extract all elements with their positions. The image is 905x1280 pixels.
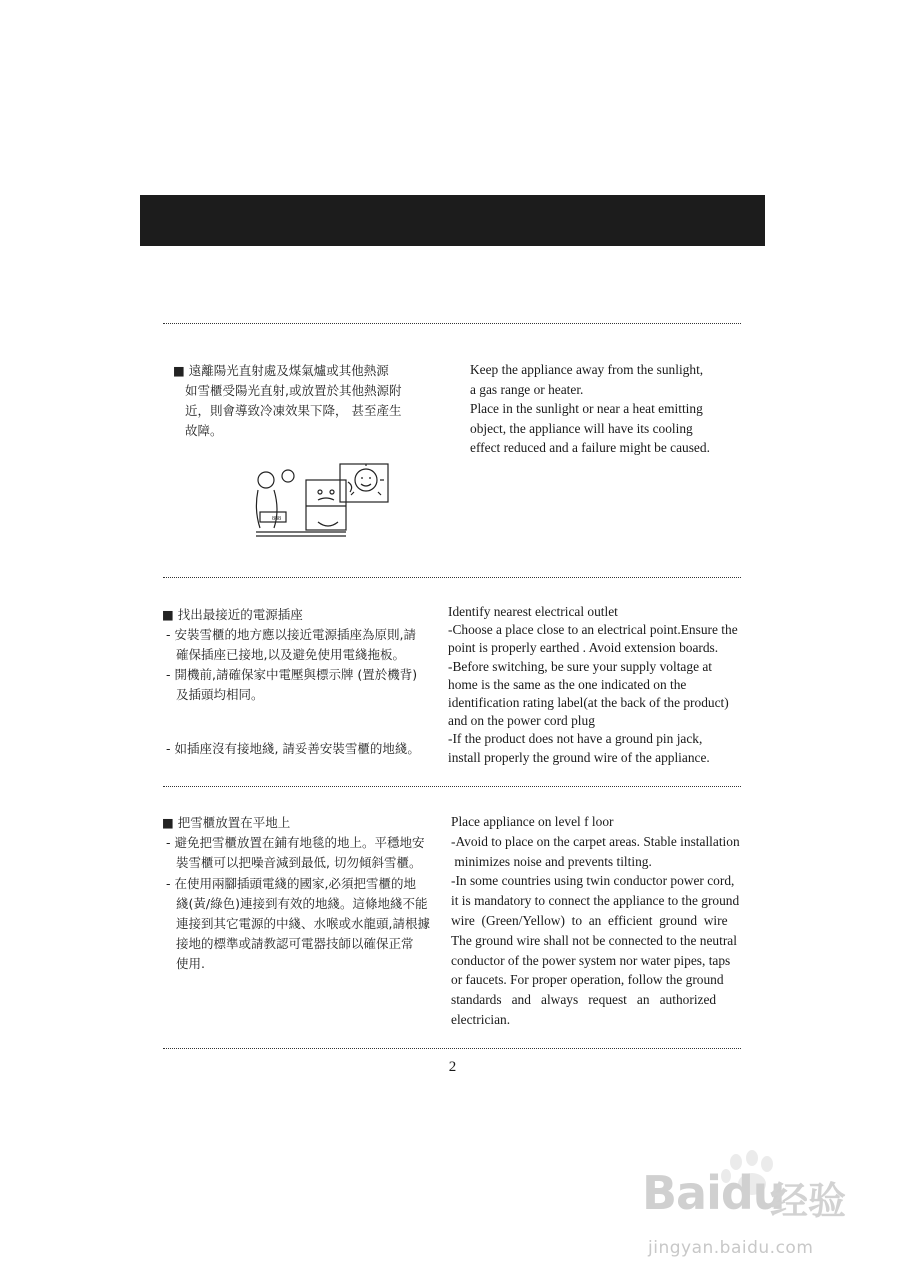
text-line: 連接到其它電源的中綫、水喉或水龍頭,請根據: [176, 916, 430, 932]
section1-chinese-text: [173, 361, 433, 441]
text-line: ■ 遠離陽光直射處及煤氣爐或其他熱源: [173, 363, 389, 378]
section3-english-text: [451, 812, 743, 1030]
divider: [163, 577, 741, 578]
text-line: Place appliance on level f loor: [451, 814, 614, 829]
section1-english-text: [470, 360, 740, 458]
text-line: effect reduced and a failure might be caused.: [470, 440, 710, 456]
text-line: ■ 把雪櫃放置在平地上: [162, 815, 291, 830]
text-line: 確保插座已接地,以及避免使用電綫拖板。: [176, 647, 405, 662]
text-line: 如雪櫃受陽光直射,或放置於其他熱源附: [185, 383, 402, 398]
watermark-brand: Baidu: [642, 1166, 785, 1220]
divider: [163, 1048, 741, 1049]
text-line: 及插頭均相同。: [176, 687, 264, 702]
text-line: - 避免把雪櫃放置在鋪有地毯的地上。平穩地安: [166, 835, 425, 851]
section2-english-text: [448, 603, 743, 767]
text-line: 綫(黃/綠色)連接到有效的地綫。這條地綫不能: [176, 895, 428, 911]
text-line: and on the power cord plug: [448, 713, 595, 729]
text-line: 近，則會導致冷凍效果下降， 甚至產生: [185, 403, 402, 418]
text-line: 裝雪櫃可以把噪音減到最低, 切勿傾斜雪櫃。: [176, 855, 422, 871]
text-line: standards and always request an authorized: [451, 992, 717, 1008]
text-line: install properly the ground wire of the appliance.: [448, 749, 710, 765]
text-line: -Before switching, be sure your supply voltage at: [448, 658, 713, 674]
text-line: - 安裝雪櫃的地方應以接近電源插座為原則,請: [166, 627, 416, 642]
watermark-url: jingyan.baidu.com: [648, 1238, 814, 1258]
text-line: point is properly earthed . Avoid extension boards.: [448, 640, 719, 656]
text-line: - 如插座沒有接地綫, 請妥善安裝雪櫃的地綫。: [166, 741, 420, 756]
divider: [163, 786, 741, 787]
sunlight-heater-illustration: [248, 462, 393, 540]
text-line: 使用.: [176, 956, 205, 972]
text-line: - 開機前,請確保家中電壓與標示牌 (置於機背): [166, 667, 418, 682]
svg-text:888: 888: [272, 516, 281, 522]
text-line: 接地的標準或請教認可電器技師以確保正常: [176, 936, 414, 952]
text-line: 故障。: [185, 423, 223, 438]
section2-chinese-text: [162, 605, 442, 759]
header-banner: [140, 195, 765, 246]
text-line: conductor of the power system nor water pipes, taps: [451, 952, 731, 968]
text-line: - 在使用兩腳插頭電綫的國家,必須把雪櫃的地: [166, 875, 416, 891]
divider: [163, 323, 741, 324]
page-number: 2: [448, 1059, 457, 1075]
text-line: or faucets. For proper operation, follow the ground: [451, 972, 724, 988]
text-line: Identify nearest electrical outlet: [448, 604, 618, 619]
text-line: wire (Green/Yellow) to an efficient ground wire: [451, 912, 728, 928]
text-line: -Avoid to place on the carpet areas. Stable installation: [451, 833, 740, 849]
text-line: electrician.: [451, 1011, 511, 1027]
text-line: -Choose a place close to an electrical point.Ensure the: [448, 622, 738, 638]
watermark-brand-cn: 经验: [770, 1179, 847, 1223]
text-line: -If the product does not have a ground pin jack,: [448, 731, 703, 747]
text-line: it is mandatory to connect the appliance to the ground: [451, 893, 740, 909]
text-line: identification rating label(at the back of the product): [448, 695, 729, 711]
text-line: The ground wire shall not be connected to the neutral: [451, 932, 737, 948]
section3-chinese-text: [162, 813, 447, 975]
text-line: a gas range or heater.: [470, 381, 584, 397]
text-line: minimizes noise and prevents tilting.: [451, 853, 652, 869]
text-line: object, the appliance will have its cooling: [470, 420, 693, 436]
text-line: -In some countries using twin conductor power cord,: [451, 873, 735, 889]
text-line: Place in the sunlight or near a heat emitting: [470, 401, 703, 417]
text-line: home is the same as the one indicated on the: [448, 676, 687, 692]
text-line: Keep the appliance away from the sunlight,: [470, 362, 704, 377]
text-line: ■ 找出最接近的電源插座: [162, 607, 303, 622]
